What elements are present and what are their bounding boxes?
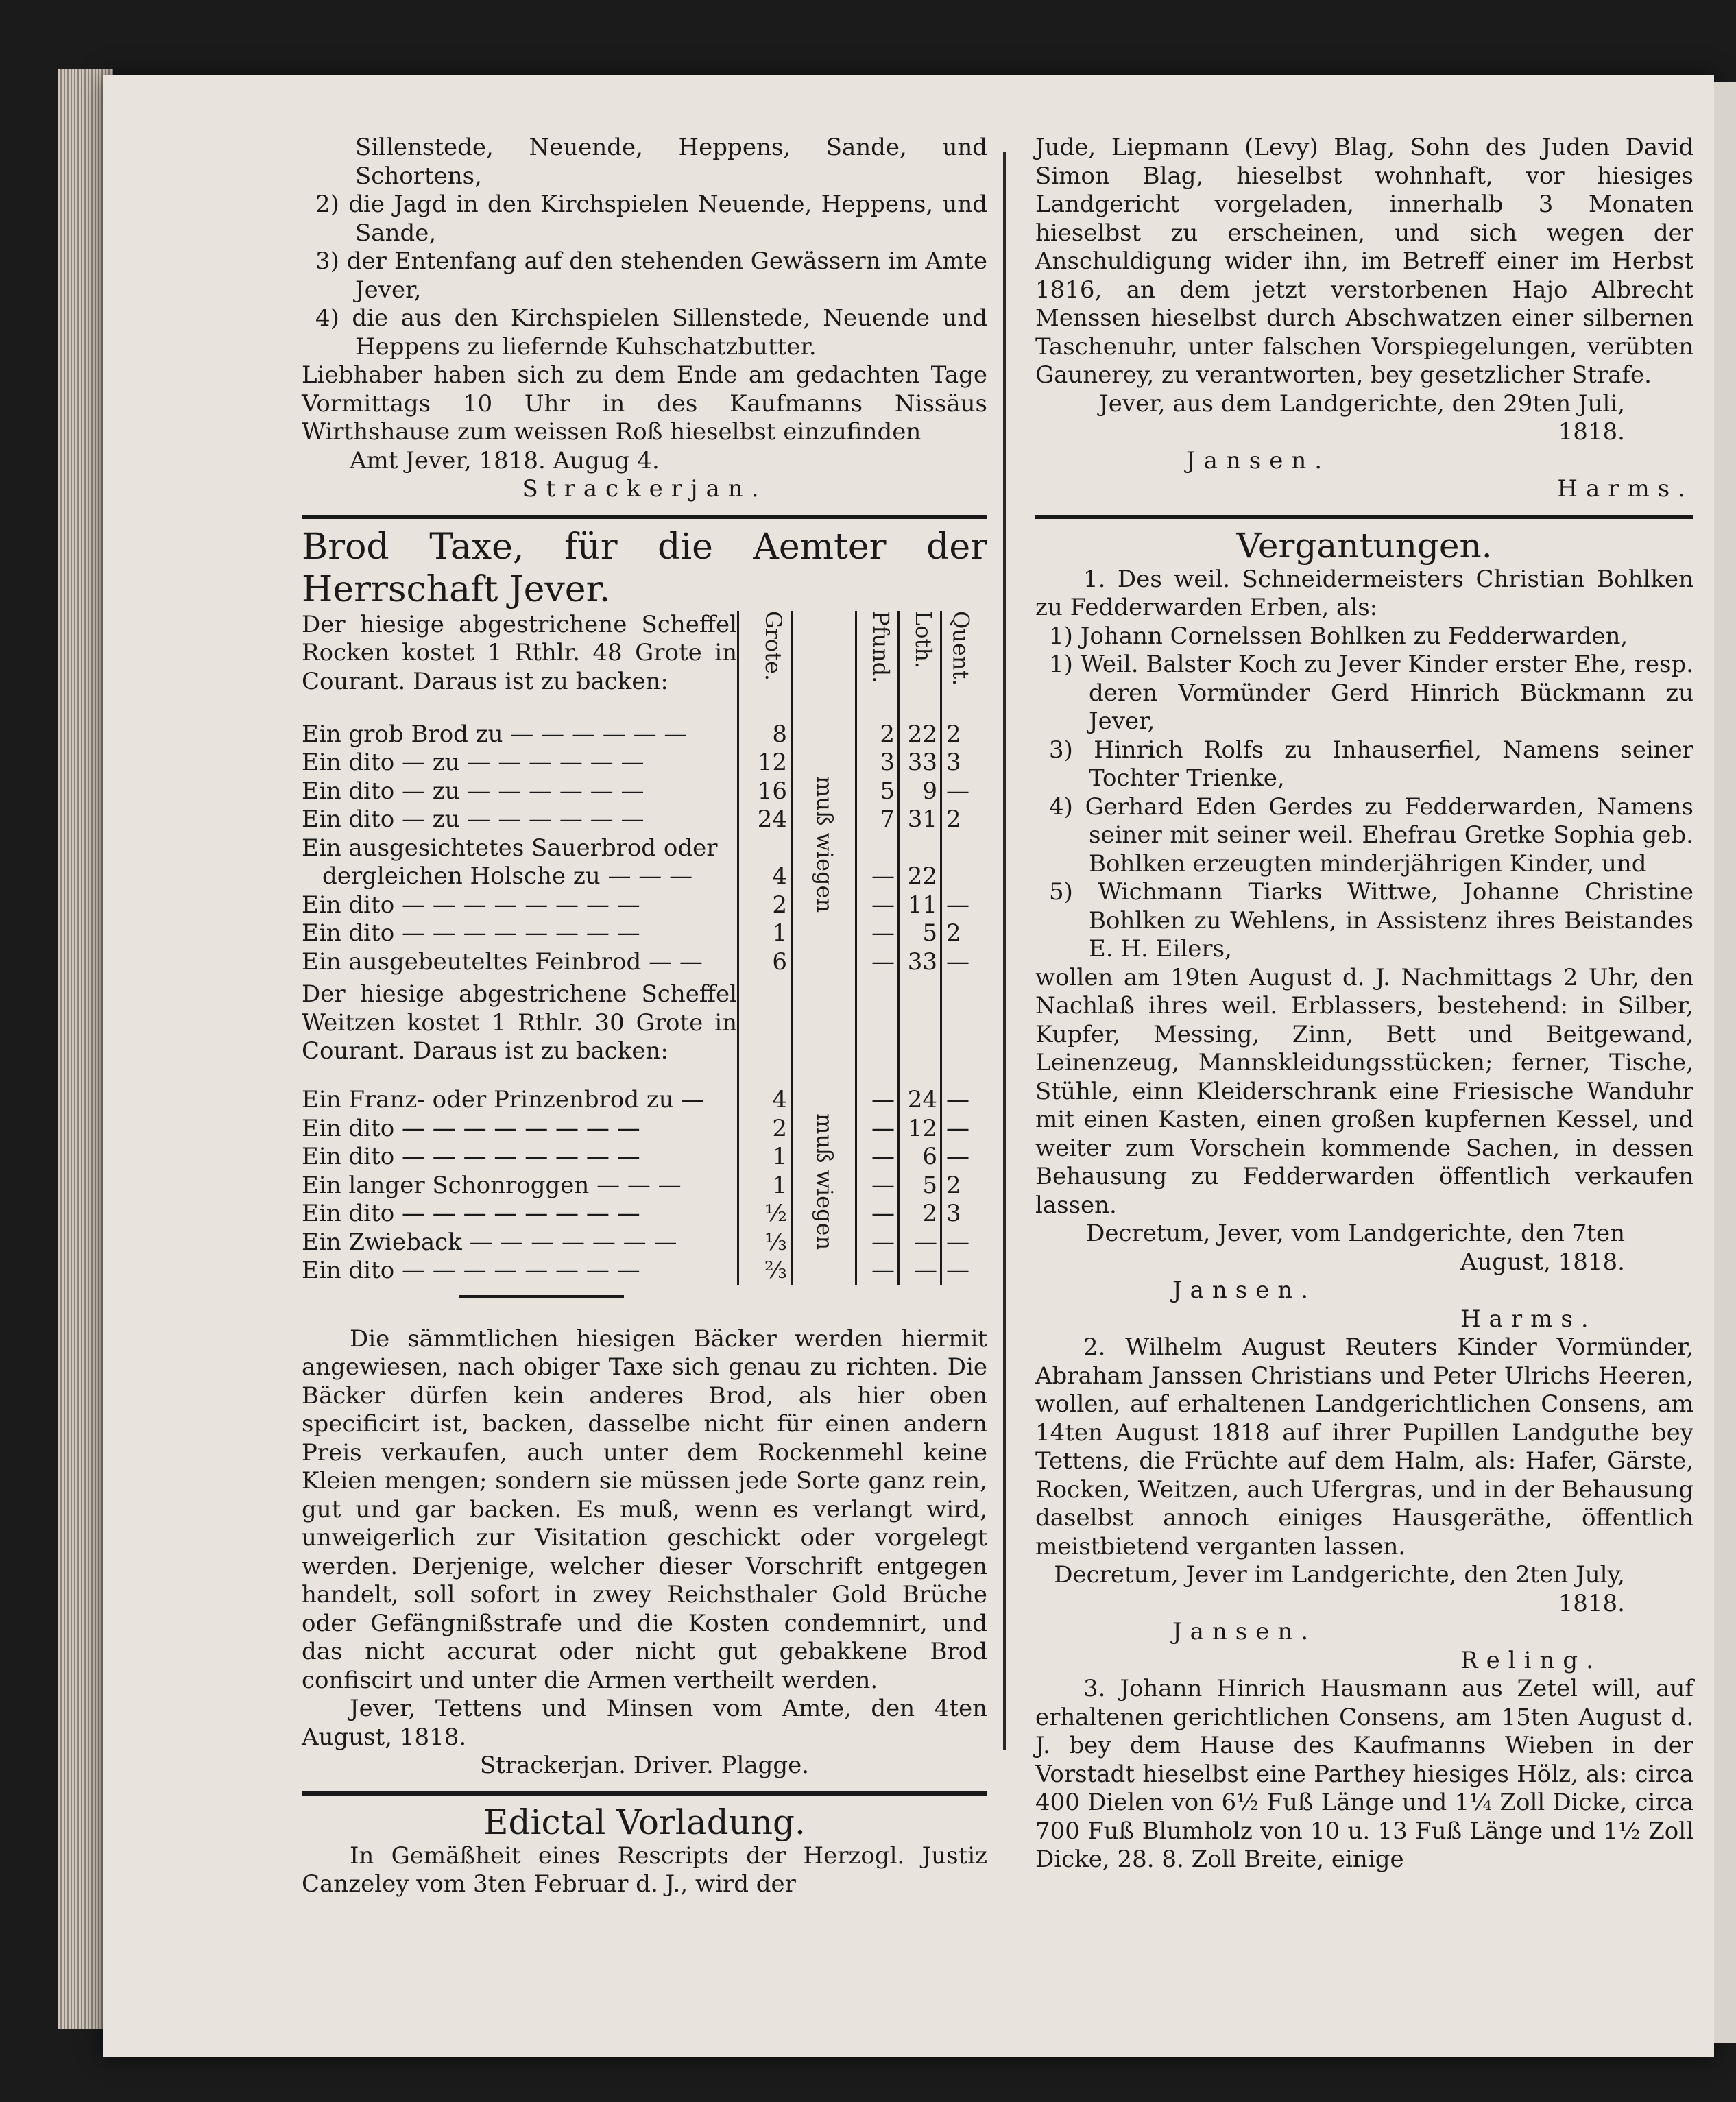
table-row: Ein ausgesichtetes Sauerbrod oder: [302, 834, 987, 863]
table-row: Ein dito — — — — — — — — 2 — 12 —: [302, 1115, 987, 1144]
list-item: 1) Johann Cornelssen Bohlken zu Fedderwarden,: [1049, 622, 1628, 650]
signature-reling: Reling.: [1460, 1646, 1602, 1674]
must-weigh-label: muß wiegen: [793, 1086, 856, 1285]
must-weigh-label: muß wiegen: [793, 721, 856, 977]
table-row: dergleichen Holsche zu — — — 4 — 22: [302, 862, 987, 891]
brod-taxe-title: Brod Taxe, für die Aemter der Herrschaft Jever.: [302, 526, 987, 610]
table-row: Ein dito — zu — — — — — — 24 7 31 2: [302, 806, 987, 834]
right-column: [1035, 134, 1693, 1874]
signature-harms: Harms.: [1557, 475, 1693, 503]
header-quent: Quent.: [941, 611, 988, 721]
invitation-text: Liebhaber haben sich zu dem Ende am gedachten Tage Vormittags 10 Uhr in des Kaufmanns Nissäus Wirthshause zum weissen Roß hieselbst einzufinden: [302, 361, 987, 446]
signature-harms: Harms.: [1460, 1305, 1597, 1333]
header-pfund: Pfund.: [856, 611, 899, 721]
table-row: Ein langer Schonroggen — — — 1 — 5 2: [302, 1172, 987, 1200]
signatures: Strackerjan. Driver. Plagge.: [479, 1752, 810, 1779]
signature-jansen: Jansen.: [1172, 1277, 1317, 1304]
table-row: Ein Franz- oder Prinzenbrod zu — 4 muß wiegen — 24 —: [302, 1086, 987, 1115]
list-item: 4) Gerhard Eden Gerdes zu Fedderwarden, Namens seiner mit seiner weil. Ehefrau Gretke Sophia geb. Bohlken erzeugten minderjährigen Kinder, und: [1049, 793, 1693, 878]
date-line: Jever, aus dem Landgerichte, den 29ten Juli, 1818.: [1099, 389, 1625, 446]
next-page-strip: [1714, 82, 1736, 2043]
table-row: Ein dito — — — — — — — — 2 — 11 —: [302, 891, 987, 920]
vergantung-1-intro: 1. Des weil. Schneidermeisters Christian Bohlken zu Fedderwarden Erben, als:: [1035, 565, 1693, 621]
table-row: Ein ausgebeuteltes Feinbrod — — 6 — 33 —: [302, 948, 987, 977]
table-row: Ein dito — — — — — — — — 1 — 5 2: [302, 919, 987, 948]
list-item: 3) Hinrich Rolfs zu Inhauserfiel, Namens seiner Tochter Trienke,: [1049, 736, 1693, 792]
decretum-line: Decretum, Jever, vom Landgerichte, den 7ten August, 1818.: [1086, 1220, 1625, 1276]
edictal-text: In Gemäßheit eines Rescripts der Herzogl. Justiz Canzeley vom 3ten Februar d. J., wird der: [302, 1841, 987, 1898]
signature-jansen: Jansen.: [1172, 1618, 1317, 1645]
table-row: Ein dito — zu — — — — — — 12 3 33 3: [302, 749, 987, 777]
section-rule: [302, 515, 987, 519]
edictal-continuation: Jude, Liepmann (Levy) Blag, Sohn des Juden David Simon Blag, hieselbst wohnhaft, vor hiesiges Landgericht vorgeladen, innerhalb 3 Monaten hieselbst zu erscheinen, und sich wegen der Anschuldigung wider ihn, im Betreff einer im Herbst 1816, an dem jetzt verstorbenen Hajo Albrecht Menssen hieselbst durch Abschwatzen einer silbernen Taschenuhr, unter falschen Vorspiegelungen, verübten Gaunerey, zu verantworten, bey gesetzlicher Strafe.: [1035, 134, 1693, 389]
table-end-rule: [459, 1295, 624, 1298]
vergantung-1-text: wollen am 19ten August d. J. Nachmittags 2 Uhr, den Nachlaß ihres weil. Erblassers, bestehend: in Silber, Kupfer, Messing, Zinn, Bett und Beitgewand, Leinenzeug, Mannskleidungsstücken; ferner, Tische, Stühle, einn Kleiderschrank eine Friesische Wanduhr mit einen Kasten, einen großen kupfernen Kessel, und weiter zum Vorschein kommende Sachen, in dessen Behausung zu Fedderwarden öffentlich verkaufen lassen.: [1035, 963, 1693, 1219]
header-grote: Grote.: [738, 611, 793, 721]
list-item: 1) Weil. Balster Koch zu Jever Kinder erster Ehe, resp. deren Vormünder Gerd Hinrich Bückmann zu Jever,: [1049, 651, 1693, 735]
list-item: 2) die Jagd in den Kirchspielen Neuende, Heppens, und Sande,: [315, 191, 987, 247]
weizen-intro: Der hiesige abgestrichene Scheffel Weitzen kostet 1 Rthlr. 30 Grote in Courant. Daraus ist zu backen:: [302, 980, 737, 1065]
list-item: 4) die aus den Kirchspielen Sillenstede, Neuende und Heppens zu liefernde Kuhschatzbutter.: [315, 304, 987, 361]
table-row: Ein dito — zu — — — — — — 16 5 9 —: [302, 777, 987, 806]
table-row: Ein grob Brod zu — — — — — — 8 muß wiegen 2 22 2: [302, 721, 987, 749]
left-column: [302, 134, 987, 1899]
date-line: Amt Jever, 1818. Augug 4.: [350, 446, 660, 474]
list-item: 5) Wichmann Tiarks Wittwe, Johanne Christine Bohlken zu Wehlens, in Assistenz ihres Beistandes E. H. Eilers,: [1049, 878, 1693, 963]
table-row: Ein dito — — — — — — — — 1 — 6 —: [302, 1143, 987, 1172]
bakers-notice: Die sämmtlichen hiesigen Bäcker werden hiermit angewiesen, nach obiger Taxe sich genau zu richten. Die Bäcker dürfen kein anderes Brod, als hier oben specificirt ist, backen, dasselbe nicht für einen andern Preis verkaufen, auch unter dem Rockenmehl keine Kleien mengen; sondern sie müssen jede Sorte ganz rein, gut und gar backen. Es muß, wenn es verlangt wird, unweigerlich zur Visitation geschickt oder vorgelegt werden. Derjenige, welcher dieser Vorschrift entgegen handelt, soll sofort in zwey Reichsthaler Gold Brüche oder Gefängnißstrafe und die Kosten condemnirt, und das nicht accurat oder nicht gut gebakkene Brod confiscirt und unter die Armen vertheilt werden.: [302, 1325, 987, 1694]
table-row: Ein dito — — — — — — — — ½ — 2 3: [302, 1200, 987, 1229]
edictal-title: Edictal Vorladung.: [483, 1802, 806, 1842]
header-loth: Loth.: [899, 611, 941, 721]
section-rule: [1035, 515, 1693, 519]
bread-price-table: [302, 611, 987, 1285]
signature: Strackerjan.: [522, 475, 767, 503]
date-line: Jever, Tettens und Minsen vom Amte, den 4ten August, 1818.: [302, 1695, 987, 1751]
list-item: 3) der Entenfang auf den stehenden Gewässern im Amte Jever,: [315, 247, 987, 304]
signature-jansen: Jansen.: [1186, 446, 1331, 474]
rocken-intro: Der hiesige abgestrichene Scheffel Rocken kostet 1 Rthlr. 48 Grote in Courant. Daraus ist zu backen:: [302, 610, 737, 695]
table-row: Ein dito — — — — — — — — ⅔ — — —: [302, 1257, 987, 1285]
vergantungen-title: Vergantungen.: [1236, 525, 1493, 566]
table-row: Ein Zwieback — — — — — — — ⅓ — — —: [302, 1229, 987, 1257]
list-continuation: Sillenstede, Neuende, Heppens, Sande, und Schortens,: [355, 134, 987, 190]
vergantung-2-text: 2. Wilhelm August Reuters Kinder Vormünder, Abraham Janssen Christians und Peter Ulrichs Heeren, wollen, auf erhaltenen Landgerichtlichen Consens, am 14ten August 1818 auf ihrer Pupillen Landguthe bey Tettens, die Früchte auf dem Halm, als: Hafer, Gärste, Rocken, Weitzen, auch Ufergras, und in der Behausung daselbst annoch einiges Hausgeräthe, öffentlich meistbietend verganten lassen.: [1035, 1333, 1693, 1560]
section-rule: [302, 1791, 987, 1796]
decretum-line: Decretum, Jever im Landgerichte, den 2ten July, 1818.: [1054, 1561, 1625, 1617]
vergantung-3-text: 3. Johann Hinrich Hausmann aus Zetel will, auf erhaltenen gerichtlichen Consens, am 15ten August d. J. bey dem Hause des Kaufmanns Wieben in der Vorstadt hieselbst eine Parthey hiesiges Hölz, als: circa 400 Dielen von 6½ Fuß Länge und 1¼ Zoll Dicke, circa 700 Fuß Blumholz von 10 u. 13 Fuß Länge und 1½ Zoll Dicke, 28. 8. Zoll Breite, einige: [1035, 1675, 1693, 1873]
column-divider: [1003, 152, 1006, 1750]
